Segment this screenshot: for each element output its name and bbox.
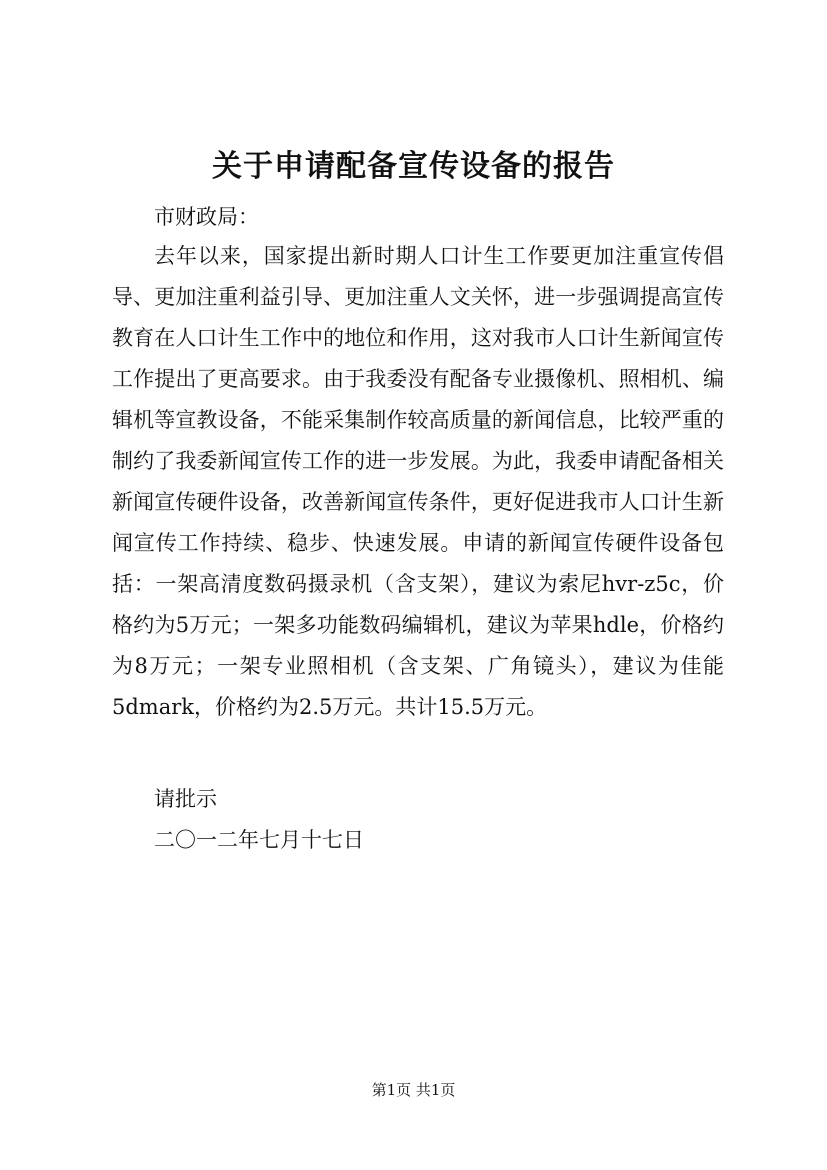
closing-line: 请批示 [154,787,217,811]
body-paragraph: 去年以来，国家提出新时期人口计生工作要更加注重宣传倡导、更加注重利益引导、更加注重人文关怀，进一步强调提高宣传教育在人口计生工作中的地位和作用，这对我市人口计生新闻宣传工作提出了更高要求。由于我委没有配备专业摄像机、照相机、编辑机等宣教设备，不能采集制作较高质量的新闻信息，比较严重的制约了我委新闻宣传工作的进一步发展。为此，我委申请配备相关新闻宣传硬件设备，改善新闻宣传条件，更好促进我市人口计生新闻宣传工作持续、稳步、快速发展。申请的新闻宣传硬件设备包括：一架高清度数码摄录机（含支架），建议为索尼hvr-z5c，价格约为5万元；一架多功能数码编辑机，建议为苹果hdle，价格约为8万元；一架专业照相机（含支架、广角镜头），建议为佳能5dmark，价格约为2.5万元。共计15.5万元。 [112,244,724,719]
salutation: 市财政局： [154,205,259,229]
document-title: 关于申请配备宣传设备的报告 [212,149,615,184]
date-line: 二〇一二年七月十七日 [154,828,364,852]
page-footer: 第1页 共1页 [371,1081,456,1099]
